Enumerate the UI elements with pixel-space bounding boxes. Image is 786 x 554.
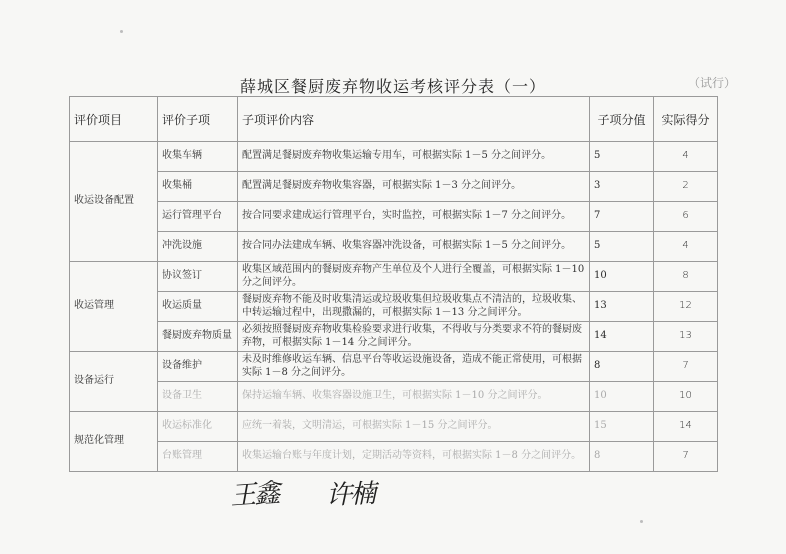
content-cell: 收集运输台账与年度计划，定期活动等资料，可根据实际 1－8 分之间评分。 [238, 442, 590, 472]
table-row [70, 142, 718, 172]
actual-score-cell: 13 [654, 322, 718, 352]
table-row [70, 322, 718, 352]
table-row [70, 232, 718, 262]
actual-score-cell: 6 [654, 202, 718, 232]
subitem-cell: 协议签订 [158, 262, 238, 292]
points-cell: 14 [590, 322, 654, 352]
points-cell: 5 [590, 142, 654, 172]
actual-score-cell: 7 [654, 352, 718, 382]
content-cell: 保持运输车辆、收集容器设施卫生，可根据实际 1－10 分之间评分。 [238, 382, 590, 412]
header-score: 子项分值 [590, 97, 654, 142]
category-cell: 设备运行 [70, 352, 158, 412]
table-row [70, 262, 718, 292]
page-title: 薛城区餐厨废弃物收运考核评分表（一） [239, 77, 546, 96]
actual-score-cell: 12 [654, 292, 718, 322]
score-table [69, 96, 718, 472]
content-cell: 应统一着装，文明清运，可根据实际 1－15 分之间评分。 [238, 412, 590, 442]
points-cell: 10 [590, 262, 654, 292]
subitem-cell: 设备卫生 [158, 382, 238, 412]
table-header-row [70, 97, 718, 142]
subitem-cell: 收运标准化 [158, 412, 238, 442]
actual-score-cell: 2 [654, 172, 718, 202]
table-row [70, 172, 718, 202]
header-subitem: 评价子项 [158, 97, 238, 142]
actual-score-cell: 7 [654, 442, 718, 472]
trial-mark: （试行） [688, 76, 737, 90]
header-category: 评价项目 [70, 97, 158, 142]
content-cell: 必须按照餐厨废弃物收集检验要求进行收集，不得收与分类要求不符的餐厨废弃物，可根据实际 1－14 分之间评分。 [238, 322, 590, 352]
points-cell: 8 [590, 352, 654, 382]
actual-score-cell: 14 [654, 412, 718, 442]
table-row [70, 442, 718, 472]
category-cell: 规范化管理 [70, 412, 158, 472]
category-cell: 收运设备配置 [70, 142, 158, 262]
subitem-cell: 收集桶 [158, 172, 238, 202]
actual-score-cell: 4 [654, 142, 718, 172]
header-content: 子项评价内容 [238, 97, 590, 142]
subitem-cell: 冲洗设施 [158, 232, 238, 262]
table-row [70, 412, 718, 442]
content-cell: 按合同要求建成运行管理平台，实时监控，可根据实际 1－7 分之间评分。 [238, 202, 590, 232]
table-row [70, 292, 718, 322]
points-cell: 7 [590, 202, 654, 232]
header-actual: 实际得分 [654, 97, 718, 142]
points-cell: 10 [590, 382, 654, 412]
content-cell: 未及时维修收运车辆、信息平台等收运设施设备，造成不能正常使用，可根据实际 1－8 分之间评分。 [238, 352, 590, 382]
table-row [70, 202, 718, 232]
scan-speck [120, 30, 123, 33]
content-cell: 收集区域范围内的餐厨废弃物产生单位及个人进行全覆盖，可根据实际 1－10 分之间评分。 [238, 262, 590, 292]
subitem-cell: 台账管理 [158, 442, 238, 472]
actual-score-cell: 4 [654, 232, 718, 262]
content-cell: 按合同办法建成车辆、收集容器冲洗设备，可根据实际 1－5 分之间评分。 [238, 232, 590, 262]
category-cell: 收运管理 [70, 262, 158, 352]
actual-score-cell: 10 [654, 382, 718, 412]
points-cell: 3 [590, 172, 654, 202]
subitem-cell: 餐厨废弃物质量 [158, 322, 238, 352]
content-cell: 餐厨废弃物不能及时收集清运或垃圾收集但垃圾收集点不清洁的，垃圾收集、中转运输过程中，出现撒漏的，可根据实际 1－13 分之间评分。 [238, 292, 590, 322]
content-cell: 配置满足餐厨废弃物收集运输专用车，可根据实际 1－5 分之间评分。 [238, 142, 590, 172]
signature-2: 许楠 [325, 479, 375, 511]
actual-score-cell: 8 [654, 262, 718, 292]
table-row [70, 382, 718, 412]
points-cell: 13 [590, 292, 654, 322]
points-cell: 15 [590, 412, 654, 442]
scan-speck [640, 520, 643, 523]
signature-1: 王鑫 [229, 478, 280, 512]
points-cell: 8 [590, 442, 654, 472]
subitem-cell: 设备维护 [158, 352, 238, 382]
content-cell: 配置满足餐厨废弃物收集容器，可根据实际 1－3 分之间评分。 [238, 172, 590, 202]
points-cell: 5 [590, 232, 654, 262]
subitem-cell: 收集车辆 [158, 142, 238, 172]
subitem-cell: 收运质量 [158, 292, 238, 322]
table-row [70, 352, 718, 382]
subitem-cell: 运行管理平台 [158, 202, 238, 232]
